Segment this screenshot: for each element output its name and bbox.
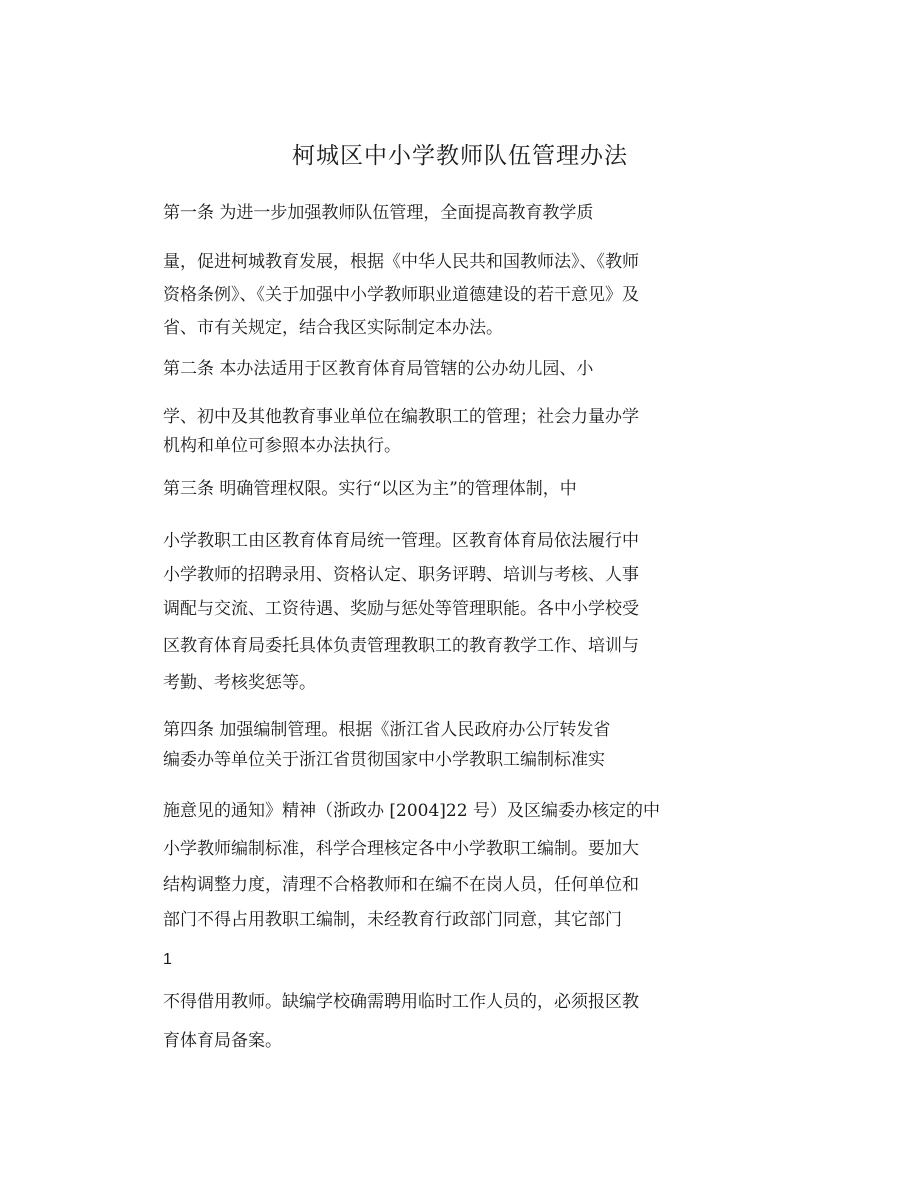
text-line: 编委办等单位关于浙江省贯彻国家中小学教职工编制标准实 bbox=[163, 750, 605, 770]
text-line: 省、市有关规定，结合我区实际制定本办法。 bbox=[163, 318, 503, 338]
text-line: 育体育局备案。 bbox=[163, 1031, 282, 1051]
text-line: 调配与交流、工资待遇、奖励与惩处等管理职能。各中小学校受 bbox=[163, 599, 639, 619]
text-line: 小学教职工由区教育体育局统一管理。区教育体育局依法履行中 bbox=[163, 531, 639, 551]
text-line: 区教育体育局委托具体负责管理教职工的教育教学工作、培训与 bbox=[163, 636, 639, 656]
text-line: 第一条 为进一步加强教师队伍管理，全面提高教育教学质 bbox=[163, 203, 594, 223]
page-number: 1 bbox=[163, 951, 172, 968]
text-line: 第二条 本办法适用于区教育体育局管辖的公办幼儿园、小 bbox=[163, 359, 594, 379]
text-line: 机构和单位可参照本办法执行。 bbox=[163, 436, 401, 456]
text-line: 量，促进柯城教育发展，根据《中华人民共和国教师法》、《教师 bbox=[163, 252, 639, 272]
text-line: 第三条 明确管理权限。实行“以区为主”的管理体制，中 bbox=[163, 479, 577, 499]
text-line: 第四条 加强编制管理。根据《浙江省人民政府办公厅转发省 bbox=[163, 720, 611, 740]
text-line: 施意见的通知》精神（浙政办 [2004]22 号）及区编委办核定的中 bbox=[163, 801, 660, 821]
text-line: 资格条例》、《关于加强中小学教师职业道德建设的若干意见》及 bbox=[163, 285, 639, 305]
document-title: 柯城区中小学教师队伍管理办法 bbox=[292, 143, 628, 169]
text-line: 不得借用教师。缺编学校确需聘用临时工作人员的，必须报区教 bbox=[163, 992, 639, 1012]
text-line: 小学教师编制标准，科学合理核定各中小学教职工编制。要加大 bbox=[163, 839, 639, 859]
text-line: 小学教师的招聘录用、资格认定、职务评聘、培训与考核、人事 bbox=[163, 565, 639, 585]
text-line: 部门不得占用教职工编制，未经教育行政部门同意，其它部门 bbox=[163, 910, 622, 930]
text-line: 结构调整力度，清理不合格教师和在编不在岗人员，任何单位和 bbox=[163, 875, 639, 895]
text-line: 学、初中及其他教育事业单位在编教职工的管理；社会力量办学 bbox=[163, 407, 639, 427]
text-line: 考勤、考核奖惩等。 bbox=[163, 673, 316, 693]
